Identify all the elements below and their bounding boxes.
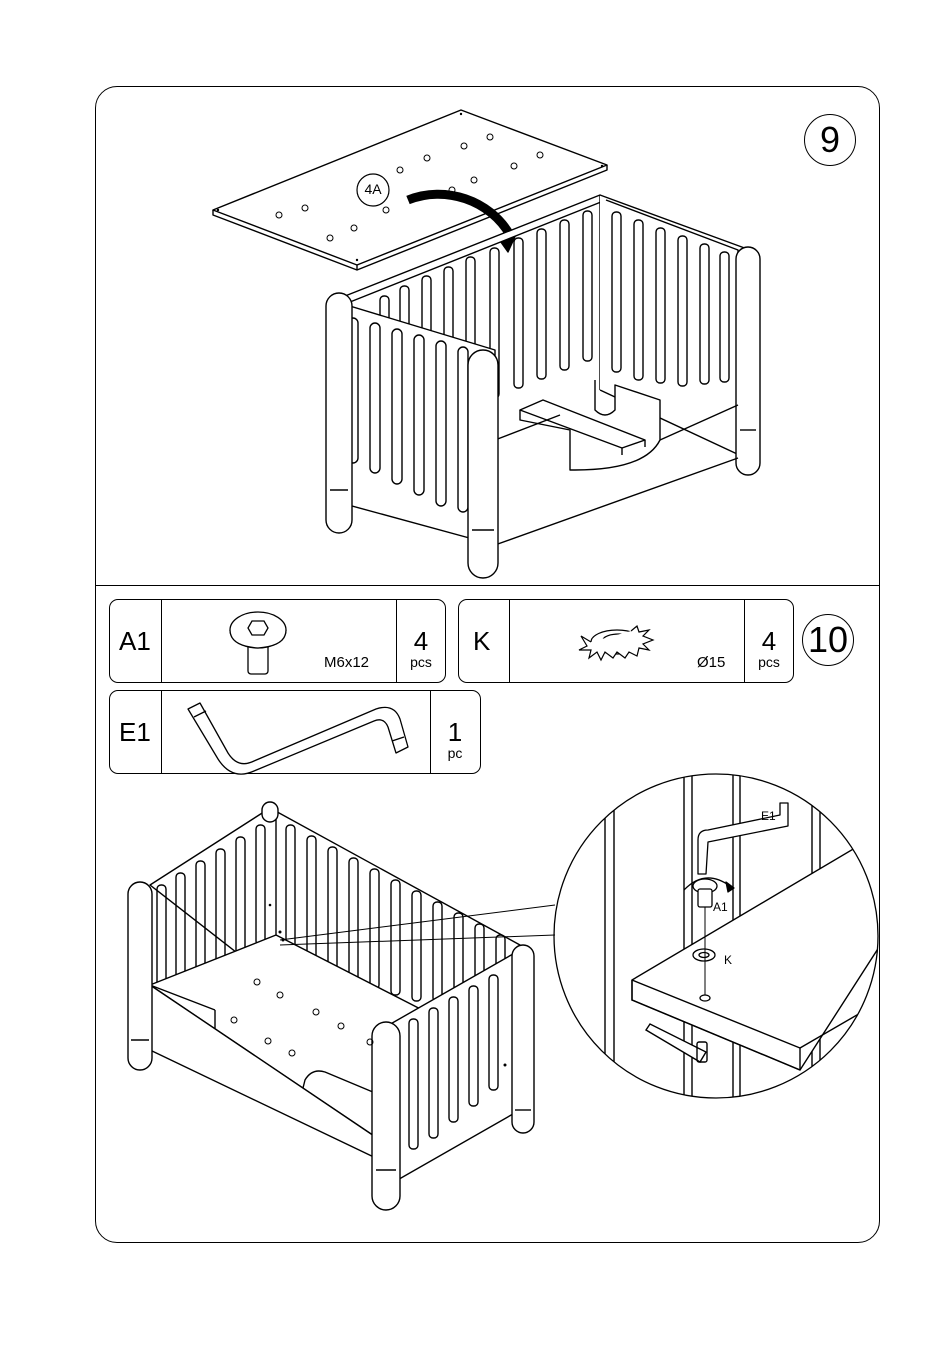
part-4a-label: 4A: [364, 181, 382, 197]
part-unit-e1: pc: [447, 745, 463, 761]
part-unit-a1: pcs: [410, 654, 432, 670]
part-code-e1: E1: [119, 717, 151, 747]
step-9-number: 9: [804, 114, 856, 166]
part-spec-a1: M6x12: [324, 654, 370, 671]
detail-label-a1: A1: [713, 900, 728, 914]
part-qty-a1: 4: [413, 626, 429, 656]
part-code-k: K: [473, 626, 491, 656]
detail-label-k: K: [724, 953, 733, 967]
part-qty-e1: 1: [447, 717, 463, 747]
detail-label-e1: E1: [761, 809, 776, 823]
part-qty-k: 4: [761, 626, 777, 656]
step-10-number: 10: [802, 614, 854, 666]
part-spec-k: Ø15: [697, 654, 726, 671]
part-unit-k: pcs: [758, 654, 780, 670]
part-code-a1: A1: [119, 626, 151, 656]
